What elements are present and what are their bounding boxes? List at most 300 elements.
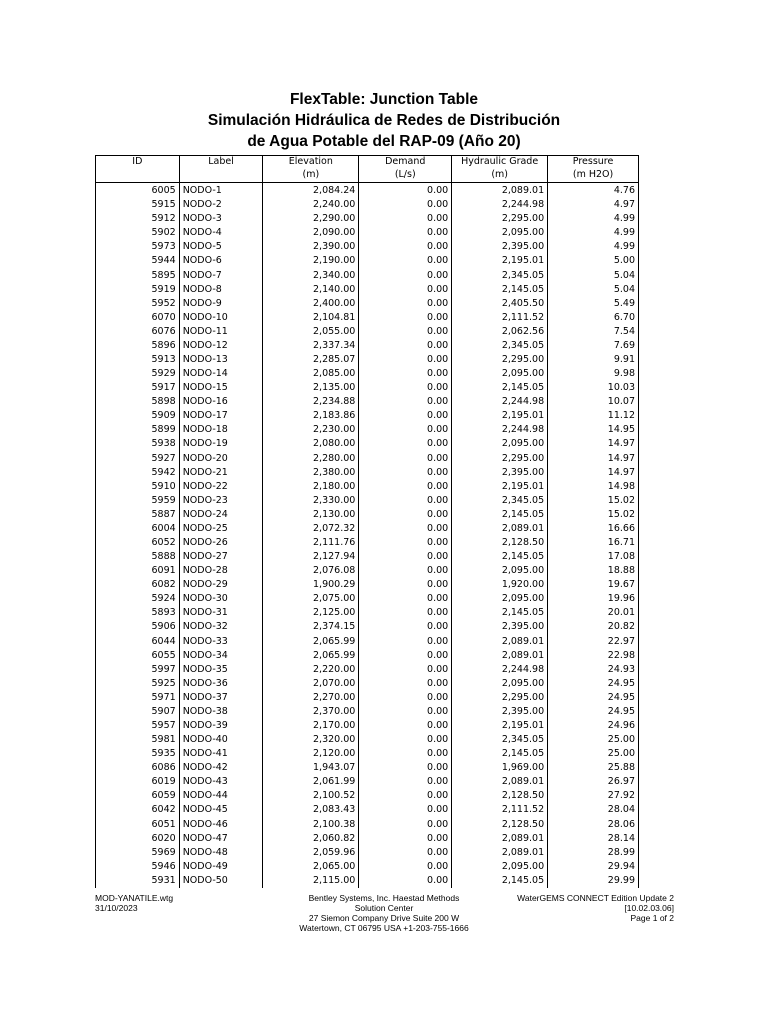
cell-id: 6091 [96, 564, 180, 578]
cell-pressure: 22.97 [548, 635, 639, 649]
cell-demand: 0.00 [359, 353, 452, 367]
table-row [96, 423, 639, 437]
cell-id: 6042 [96, 803, 180, 817]
cell-label: NODO-47 [179, 832, 263, 846]
table-row [96, 381, 639, 395]
cell-label: NODO-15 [179, 381, 263, 395]
cell-hydraulic-grade: 2,395.00 [452, 466, 548, 480]
cell-pressure: 4.99 [548, 226, 639, 240]
cell-demand: 0.00 [359, 437, 452, 451]
cell-demand: 0.00 [359, 494, 452, 508]
cell-demand: 0.00 [359, 240, 452, 254]
cell-label: NODO-1 [179, 183, 263, 199]
cell-demand: 0.00 [359, 775, 452, 789]
cell-hydraulic-grade: 2,395.00 [452, 620, 548, 634]
cell-pressure: 28.99 [548, 846, 639, 860]
cell-id: 6004 [96, 522, 180, 536]
cell-hydraulic-grade: 1,920.00 [452, 578, 548, 592]
cell-label: NODO-14 [179, 367, 263, 381]
header-hydraulic-grade-unit: (m) [491, 168, 508, 180]
table-row [96, 761, 639, 775]
title-line-3: de Agua Potable del RAP-09 (Año 20) [247, 133, 521, 150]
cell-pressure: 15.02 [548, 508, 639, 522]
cell-demand: 0.00 [359, 367, 452, 381]
cell-label: NODO-20 [179, 451, 263, 465]
cell-pressure: 29.94 [548, 860, 639, 874]
cell-demand: 0.00 [359, 747, 452, 761]
cell-elevation: 2,065.99 [263, 649, 359, 663]
cell-hydraulic-grade: 2,244.98 [452, 395, 548, 409]
cell-hydraulic-grade: 2,295.00 [452, 353, 548, 367]
cell-hydraulic-grade: 2,395.00 [452, 705, 548, 719]
cell-pressure: 4.97 [548, 198, 639, 212]
cell-elevation: 2,085.00 [263, 367, 359, 381]
cell-elevation: 2,055.00 [263, 325, 359, 339]
cell-elevation: 2,280.00 [263, 451, 359, 465]
cell-elevation: 2,115.00 [263, 874, 359, 888]
table-row [96, 494, 639, 508]
table-row [96, 874, 639, 888]
table-row [96, 212, 639, 226]
table-row [96, 311, 639, 325]
cell-id: 5888 [96, 550, 180, 564]
title-line-2: Simulación Hidráulica de Redes de Distribución [207, 112, 561, 129]
cell-pressure: 14.95 [548, 423, 639, 437]
cell-hydraulic-grade: 2,095.00 [452, 564, 548, 578]
table-row [96, 663, 639, 677]
cell-hydraulic-grade: 2,089.01 [452, 775, 548, 789]
cell-id: 5971 [96, 691, 180, 705]
cell-pressure: 10.03 [548, 381, 639, 395]
cell-demand: 0.00 [359, 818, 452, 832]
cell-id: 5899 [96, 423, 180, 437]
cell-label: NODO-44 [179, 789, 263, 803]
cell-elevation: 2,130.00 [263, 508, 359, 522]
cell-pressure: 24.95 [548, 691, 639, 705]
cell-label: NODO-11 [179, 325, 263, 339]
table-row [96, 846, 639, 860]
table-row [96, 635, 639, 649]
cell-id: 5907 [96, 705, 180, 719]
cell-elevation: 2,180.00 [263, 480, 359, 494]
cell-pressure: 28.14 [548, 832, 639, 846]
cell-hydraulic-grade: 2,089.01 [452, 635, 548, 649]
cell-demand: 0.00 [359, 874, 452, 888]
table-row [96, 437, 639, 451]
cell-label: NODO-19 [179, 437, 263, 451]
cell-elevation: 2,065.99 [263, 635, 359, 649]
cell-label: NODO-10 [179, 311, 263, 325]
cell-demand: 0.00 [359, 761, 452, 775]
cell-label: NODO-8 [179, 283, 263, 297]
cell-pressure: 16.71 [548, 536, 639, 550]
header-demand [359, 156, 452, 183]
cell-elevation: 2,170.00 [263, 719, 359, 733]
cell-label: NODO-48 [179, 846, 263, 860]
cell-hydraulic-grade: 2,295.00 [452, 451, 548, 465]
cell-elevation: 2,320.00 [263, 733, 359, 747]
cell-pressure: 20.82 [548, 620, 639, 634]
cell-id: 5917 [96, 381, 180, 395]
cell-elevation: 2,076.08 [263, 564, 359, 578]
cell-demand: 0.00 [359, 423, 452, 437]
cell-elevation: 2,072.32 [263, 522, 359, 536]
cell-label: NODO-13 [179, 353, 263, 367]
cell-id: 5893 [96, 606, 180, 620]
table-row [96, 198, 639, 212]
cell-pressure: 26.97 [548, 775, 639, 789]
cell-label: NODO-27 [179, 550, 263, 564]
cell-demand: 0.00 [359, 620, 452, 634]
table-row [96, 860, 639, 874]
cell-elevation: 2,390.00 [263, 240, 359, 254]
header-hydraulic-grade [452, 156, 548, 183]
cell-hydraulic-grade: 2,145.05 [452, 508, 548, 522]
cell-demand: 0.00 [359, 183, 452, 199]
table-row [96, 592, 639, 606]
cell-label: NODO-28 [179, 564, 263, 578]
cell-label: NODO-12 [179, 339, 263, 353]
cell-id: 6070 [96, 311, 180, 325]
cell-id: 5898 [96, 395, 180, 409]
cell-id: 5997 [96, 663, 180, 677]
cell-label: NODO-6 [179, 254, 263, 268]
cell-label: NODO-45 [179, 803, 263, 817]
cell-hydraulic-grade: 2,062.56 [452, 325, 548, 339]
cell-demand: 0.00 [359, 663, 452, 677]
cell-pressure: 20.01 [548, 606, 639, 620]
cell-elevation: 2,290.00 [263, 212, 359, 226]
cell-label: NODO-22 [179, 480, 263, 494]
cell-pressure: 9.98 [548, 367, 639, 381]
cell-demand: 0.00 [359, 705, 452, 719]
table-row [96, 606, 639, 620]
cell-demand: 0.00 [359, 226, 452, 240]
cell-elevation: 2,270.00 [263, 691, 359, 705]
cell-demand: 0.00 [359, 480, 452, 494]
cell-id: 5925 [96, 677, 180, 691]
cell-id: 6076 [96, 325, 180, 339]
cell-pressure: 22.98 [548, 649, 639, 663]
cell-pressure: 7.69 [548, 339, 639, 353]
cell-elevation: 2,400.00 [263, 297, 359, 311]
table-row [96, 775, 639, 789]
table-header-row [96, 156, 639, 183]
cell-label: NODO-50 [179, 874, 263, 888]
cell-id: 5931 [96, 874, 180, 888]
cell-label: NODO-7 [179, 268, 263, 282]
cell-demand: 0.00 [359, 789, 452, 803]
cell-elevation: 2,120.00 [263, 747, 359, 761]
cell-pressure: 6.70 [548, 311, 639, 325]
footer-page-number: Page 1 of 2 [630, 913, 674, 923]
cell-elevation: 2,370.00 [263, 705, 359, 719]
cell-label: NODO-49 [179, 860, 263, 874]
footer-version: [10.02.03.06] [624, 903, 674, 913]
cell-label: NODO-33 [179, 635, 263, 649]
cell-id: 5919 [96, 283, 180, 297]
cell-label: NODO-4 [179, 226, 263, 240]
cell-pressure: 4.76 [548, 183, 639, 199]
cell-id: 6086 [96, 761, 180, 775]
cell-demand: 0.00 [359, 550, 452, 564]
cell-elevation: 2,127.94 [263, 550, 359, 564]
footer-company: Bentley Systems, Inc. Haestad Methods [308, 893, 460, 903]
cell-label: NODO-42 [179, 761, 263, 775]
cell-pressure: 4.99 [548, 240, 639, 254]
table-row [96, 578, 639, 592]
cell-elevation: 2,075.00 [263, 592, 359, 606]
cell-label: NODO-30 [179, 592, 263, 606]
cell-id: 5952 [96, 297, 180, 311]
cell-demand: 0.00 [359, 522, 452, 536]
cell-demand: 0.00 [359, 268, 452, 282]
cell-hydraulic-grade: 2,089.01 [452, 183, 548, 199]
cell-hydraulic-grade: 2,095.00 [452, 367, 548, 381]
cell-demand: 0.00 [359, 325, 452, 339]
cell-label: NODO-37 [179, 691, 263, 705]
cell-pressure: 25.88 [548, 761, 639, 775]
cell-pressure: 14.97 [548, 466, 639, 480]
cell-demand: 0.00 [359, 283, 452, 297]
table-row [96, 550, 639, 564]
cell-label: NODO-35 [179, 663, 263, 677]
cell-id: 5924 [96, 592, 180, 606]
cell-hydraulic-grade: 2,145.05 [452, 550, 548, 564]
footer-date: 31/10/2023 [95, 903, 138, 913]
footer-center-name: Solution Center [354, 903, 414, 913]
cell-hydraulic-grade: 2,111.52 [452, 311, 548, 325]
cell-demand: 0.00 [359, 311, 452, 325]
table-row [96, 719, 639, 733]
cell-demand: 0.00 [359, 297, 452, 311]
cell-demand: 0.00 [359, 592, 452, 606]
cell-hydraulic-grade: 2,295.00 [452, 212, 548, 226]
table-row [96, 677, 639, 691]
cell-id: 6059 [96, 789, 180, 803]
cell-label: NODO-21 [179, 466, 263, 480]
cell-elevation: 2,240.00 [263, 198, 359, 212]
cell-id: 6044 [96, 635, 180, 649]
header-elevation-text: Elevation [288, 156, 333, 167]
report-title [0, 89, 768, 152]
footer-file-info [95, 893, 173, 913]
table-row [96, 226, 639, 240]
cell-demand: 0.00 [359, 860, 452, 874]
table-row [96, 564, 639, 578]
cell-demand: 0.00 [359, 578, 452, 592]
header-label-text: Label [208, 156, 234, 167]
cell-id: 5935 [96, 747, 180, 761]
cell-id: 5929 [96, 367, 180, 381]
cell-pressure: 9.91 [548, 353, 639, 367]
cell-id: 6051 [96, 818, 180, 832]
cell-hydraulic-grade: 2,295.00 [452, 691, 548, 705]
cell-pressure: 17.08 [548, 550, 639, 564]
cell-hydraulic-grade: 2,244.98 [452, 423, 548, 437]
cell-pressure: 14.97 [548, 437, 639, 451]
cell-id: 5938 [96, 437, 180, 451]
cell-demand: 0.00 [359, 198, 452, 212]
cell-id: 5887 [96, 508, 180, 522]
cell-label: NODO-34 [179, 649, 263, 663]
cell-hydraulic-grade: 2,345.05 [452, 733, 548, 747]
table-row [96, 649, 639, 663]
table-row [96, 183, 639, 199]
cell-elevation: 1,900.29 [263, 578, 359, 592]
cell-label: NODO-31 [179, 606, 263, 620]
cell-elevation: 2,380.00 [263, 466, 359, 480]
cell-elevation: 2,220.00 [263, 663, 359, 677]
cell-demand: 0.00 [359, 691, 452, 705]
cell-elevation: 2,111.76 [263, 536, 359, 550]
cell-id: 6082 [96, 578, 180, 592]
cell-hydraulic-grade: 2,345.05 [452, 268, 548, 282]
cell-id: 5973 [96, 240, 180, 254]
cell-label: NODO-43 [179, 775, 263, 789]
cell-demand: 0.00 [359, 649, 452, 663]
cell-elevation: 2,083.43 [263, 803, 359, 817]
cell-hydraulic-grade: 2,345.05 [452, 494, 548, 508]
cell-id: 5944 [96, 254, 180, 268]
table-row [96, 480, 639, 494]
cell-hydraulic-grade: 2,111.52 [452, 803, 548, 817]
table-row [96, 522, 639, 536]
cell-id: 5913 [96, 353, 180, 367]
cell-elevation: 2,190.00 [263, 254, 359, 268]
cell-demand: 0.00 [359, 466, 452, 480]
table-row [96, 339, 639, 353]
cell-elevation: 2,340.00 [263, 268, 359, 282]
cell-id: 5906 [96, 620, 180, 634]
header-demand-text: Demand [385, 156, 426, 167]
cell-demand: 0.00 [359, 254, 452, 268]
cell-demand: 0.00 [359, 635, 452, 649]
cell-demand: 0.00 [359, 395, 452, 409]
cell-elevation: 2,285.07 [263, 353, 359, 367]
cell-hydraulic-grade: 2,145.05 [452, 747, 548, 761]
cell-label: NODO-18 [179, 423, 263, 437]
cell-demand: 0.00 [359, 677, 452, 691]
cell-pressure: 24.95 [548, 705, 639, 719]
cell-hydraulic-grade: 2,095.00 [452, 226, 548, 240]
cell-hydraulic-grade: 2,089.01 [452, 846, 548, 860]
cell-demand: 0.00 [359, 719, 452, 733]
cell-pressure: 27.92 [548, 789, 639, 803]
cell-pressure: 28.06 [548, 818, 639, 832]
cell-hydraulic-grade: 2,195.01 [452, 254, 548, 268]
cell-label: NODO-25 [179, 522, 263, 536]
cell-label: NODO-16 [179, 395, 263, 409]
cell-id: 5912 [96, 212, 180, 226]
table-row [96, 254, 639, 268]
table-row [96, 747, 639, 761]
cell-label: NODO-39 [179, 719, 263, 733]
cell-pressure: 18.88 [548, 564, 639, 578]
cell-hydraulic-grade: 2,244.98 [452, 198, 548, 212]
cell-hydraulic-grade: 2,145.05 [452, 283, 548, 297]
cell-pressure: 5.04 [548, 268, 639, 282]
header-id-text: ID [132, 156, 143, 167]
cell-hydraulic-grade: 2,095.00 [452, 677, 548, 691]
cell-elevation: 2,080.00 [263, 437, 359, 451]
cell-pressure: 25.00 [548, 733, 639, 747]
cell-demand: 0.00 [359, 564, 452, 578]
cell-pressure: 14.98 [548, 480, 639, 494]
table-row [96, 832, 639, 846]
cell-label: NODO-23 [179, 494, 263, 508]
cell-pressure: 28.04 [548, 803, 639, 817]
cell-demand: 0.00 [359, 451, 452, 465]
cell-label: NODO-41 [179, 747, 263, 761]
cell-hydraulic-grade: 1,969.00 [452, 761, 548, 775]
cell-id: 6005 [96, 183, 180, 199]
cell-id: 5915 [96, 198, 180, 212]
cell-hydraulic-grade: 2,089.01 [452, 649, 548, 663]
cell-hydraulic-grade: 2,244.98 [452, 663, 548, 677]
cell-id: 5942 [96, 466, 180, 480]
header-id [96, 156, 180, 183]
header-elevation-unit: (m) [302, 168, 320, 180]
header-demand-unit: (L/s) [394, 168, 416, 180]
cell-hydraulic-grade: 2,145.05 [452, 606, 548, 620]
table-row [96, 691, 639, 705]
cell-pressure: 5.00 [548, 254, 639, 268]
table-row [96, 451, 639, 465]
cell-id: 5895 [96, 268, 180, 282]
cell-id: 5910 [96, 480, 180, 494]
cell-elevation: 2,060.82 [263, 832, 359, 846]
cell-elevation: 2,234.88 [263, 395, 359, 409]
table-row [96, 620, 639, 634]
cell-hydraulic-grade: 2,195.01 [452, 480, 548, 494]
table-row [96, 409, 639, 423]
cell-demand: 0.00 [359, 606, 452, 620]
table-row [96, 789, 639, 803]
cell-id: 5959 [96, 494, 180, 508]
table-row [96, 733, 639, 747]
cell-elevation: 2,374.15 [263, 620, 359, 634]
cell-hydraulic-grade: 2,128.50 [452, 536, 548, 550]
cell-label: NODO-38 [179, 705, 263, 719]
table-row [96, 240, 639, 254]
cell-elevation: 2,100.52 [263, 789, 359, 803]
table-row [96, 395, 639, 409]
cell-id: 5969 [96, 846, 180, 860]
cell-elevation: 2,100.38 [263, 818, 359, 832]
header-pressure [548, 156, 639, 183]
cell-id: 5981 [96, 733, 180, 747]
cell-label: NODO-5 [179, 240, 263, 254]
header-label [179, 156, 263, 183]
cell-id: 5957 [96, 719, 180, 733]
cell-hydraulic-grade: 2,405.50 [452, 297, 548, 311]
cell-pressure: 4.99 [548, 212, 639, 226]
cell-hydraulic-grade: 2,095.00 [452, 437, 548, 451]
cell-id: 6019 [96, 775, 180, 789]
table-row [96, 536, 639, 550]
cell-pressure: 24.93 [548, 663, 639, 677]
cell-hydraulic-grade: 2,095.00 [452, 860, 548, 874]
cell-demand: 0.00 [359, 803, 452, 817]
cell-label: NODO-40 [179, 733, 263, 747]
cell-label: NODO-17 [179, 409, 263, 423]
cell-id: 5896 [96, 339, 180, 353]
cell-elevation: 2,135.00 [263, 381, 359, 395]
cell-id: 5909 [96, 409, 180, 423]
cell-elevation: 2,065.00 [263, 860, 359, 874]
cell-elevation: 2,183.86 [263, 409, 359, 423]
